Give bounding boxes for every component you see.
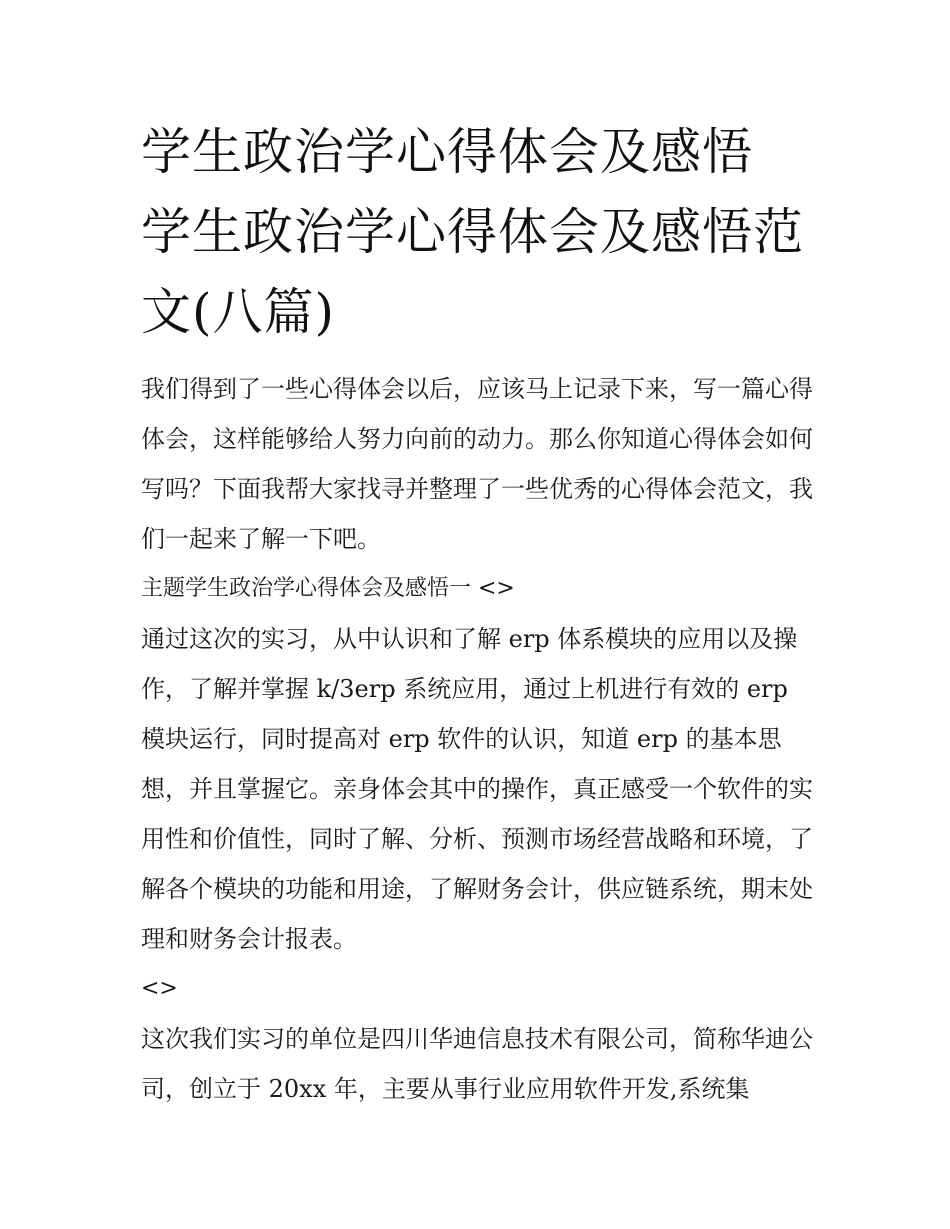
section-heading: 主题学生政治学心得体会及感悟一 <> <box>141 576 515 601</box>
body-paragraph: 这次我们实习的单位是四川华迪信息技术有限公司，简称华迪公司，创立于 20xx 年，主要从事行业应用软件开发,系统集 <box>141 1025 813 1103</box>
separator-text: <> <box>141 976 178 1001</box>
document-title: 学生政治学心得体会及感悟 学生政治学心得体会及感悟范文(八篇) <box>141 123 804 341</box>
body-paragraph: 通过这次的实习，从中认识和了解 erp 体系模块的应用以及操作，了解并掌握 k/3erp 系统应用，通过上机进行有效的 erp 模块运行，同时提高对 erp 软件的认识，知道 erp 的基本思想，并且掌握它。亲身体会其中的操作，真正感受一个软件的实用性和价值性，同时了解、分析、预测市场经营战略和环境，了解各个模块的功能和用途，了解财务会计，供应链系统，期末处理和财务会计报表。 <box>141 625 813 953</box>
document-body <box>141 112 813 1114</box>
intro-paragraph: 我们得到了一些心得体会以后，应该马上记录下来，写一篇心得体会，这样能够给人努力向前的动力。那么你知道心得体会如何写吗？下面我帮大家找寻并整理了一些优秀的心得体会范文，我们一起来了解一下吧。 <box>141 375 813 553</box>
